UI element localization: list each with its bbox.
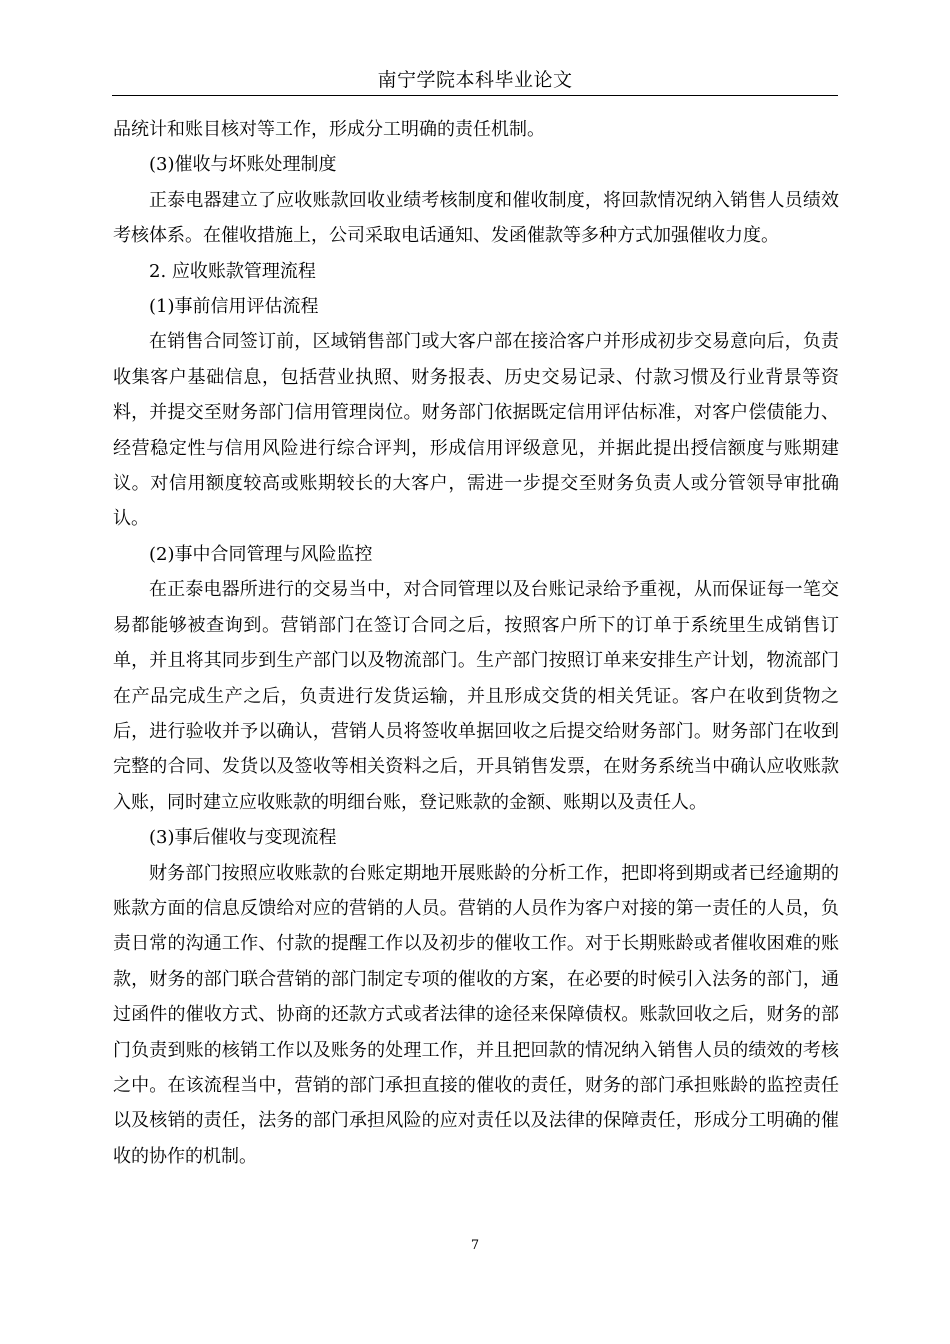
section-heading-process: 2. 应收账款管理流程 — [149, 260, 316, 282]
paragraph-credit-assessment: 在销售合同签订前，区域销售部门或大客户部在接洽客户并形成初步交易意向后，负责收集客户基础信息，包括营业执照、财务报表、历史交易记录、付款习惯及行业背景等资料，并提交至财务部门信用管理岗位。财务部门依据既定信用评估标准，对客户偿债能力、经营稳定性与信用风险进行综合评判，形成信用评级意见，并据此提出授信额度与账期建议。对信用额度较高或账期较长的大客户，需进一步提交至财务负责人或分管领导审批确认。 — [113, 331, 839, 530]
page-number: 7 — [470, 1238, 480, 1253]
paragraph-contract-management: 在正泰电器所进行的交易当中，对合同管理以及台账记录给予重视，从而保证每一笔交易都能够被查询到。营销部门在签订合同之后，按照客户所下的订单于系统里生成销售订单，并且将其同步到生产部门以及物流部门。生产部门按照订单来安排生产计划，物流部门在产品完成生产之后，负责进行发货运输，并且形成交货的相关凭证。客户在收到货物之后，进行验收并予以确认，营销人员将签收单据回收之后提交给财务部门。财务部门在收到完整的合同、发货以及签收等相关资料之后，开具销售发票，在财务系统当中确认应收账款入账，同时建立应收账款的明细台账，登记账款的金额、账期以及责任人。 — [113, 579, 839, 813]
header-divider — [112, 95, 838, 96]
body-text — [113, 112, 839, 1174]
subheading-collection-policy: (3)催收与坏账处理制度 — [149, 154, 337, 176]
subheading-credit-assessment: (1)事前信用评估流程 — [149, 296, 319, 318]
subheading-contract-management: (2)事中合同管理与风险监控 — [149, 543, 373, 565]
paragraph-continuation: 品统计和账目核对等工作，形成分工明确的责任机制。 — [113, 119, 545, 140]
subheading-post-collection: (3)事后催收与变现流程 — [149, 827, 337, 849]
running-header: 南宁学院本科毕业论文 — [377, 69, 573, 91]
paragraph-post-collection: 财务部门按照应收账款的台账定期地开展账龄的分析工作，把即将到期或者已经逾期的账款方面的信息反馈给对应的营销的人员。营销的人员作为客户对接的第一责任的人员，负责日常的沟通工作、付款的提醒工作以及初步的催收工作。对于长期账龄或者催收困难的账款，财务的部门联合营销的部门制定专项的催收的方案，在必要的时候引入法务的部门，通过函件的催收方式、协商的还款方式或者法律的途径来保障债权。账款回收之后，财务的部门负责到账的核销工作以及账务的处理工作，并且把回款的情况纳入销售人员的绩效的考核之中。在该流程当中，营销的部门承担直接的催收的责任，财务的部门承担账龄的监控责任以及核销的责任，法务的部门承担风险的应对责任以及法律的保障责任，形成分工明确的催收的协作的机制。 — [113, 862, 839, 1167]
paragraph-collection-policy: 正泰电器建立了应收账款回收业绩考核制度和催收制度，将回款情况纳入销售人员绩效考核体系。在催收措施上，公司采取电话通知、发函催款等多种方式加强催收力度。 — [113, 189, 839, 247]
